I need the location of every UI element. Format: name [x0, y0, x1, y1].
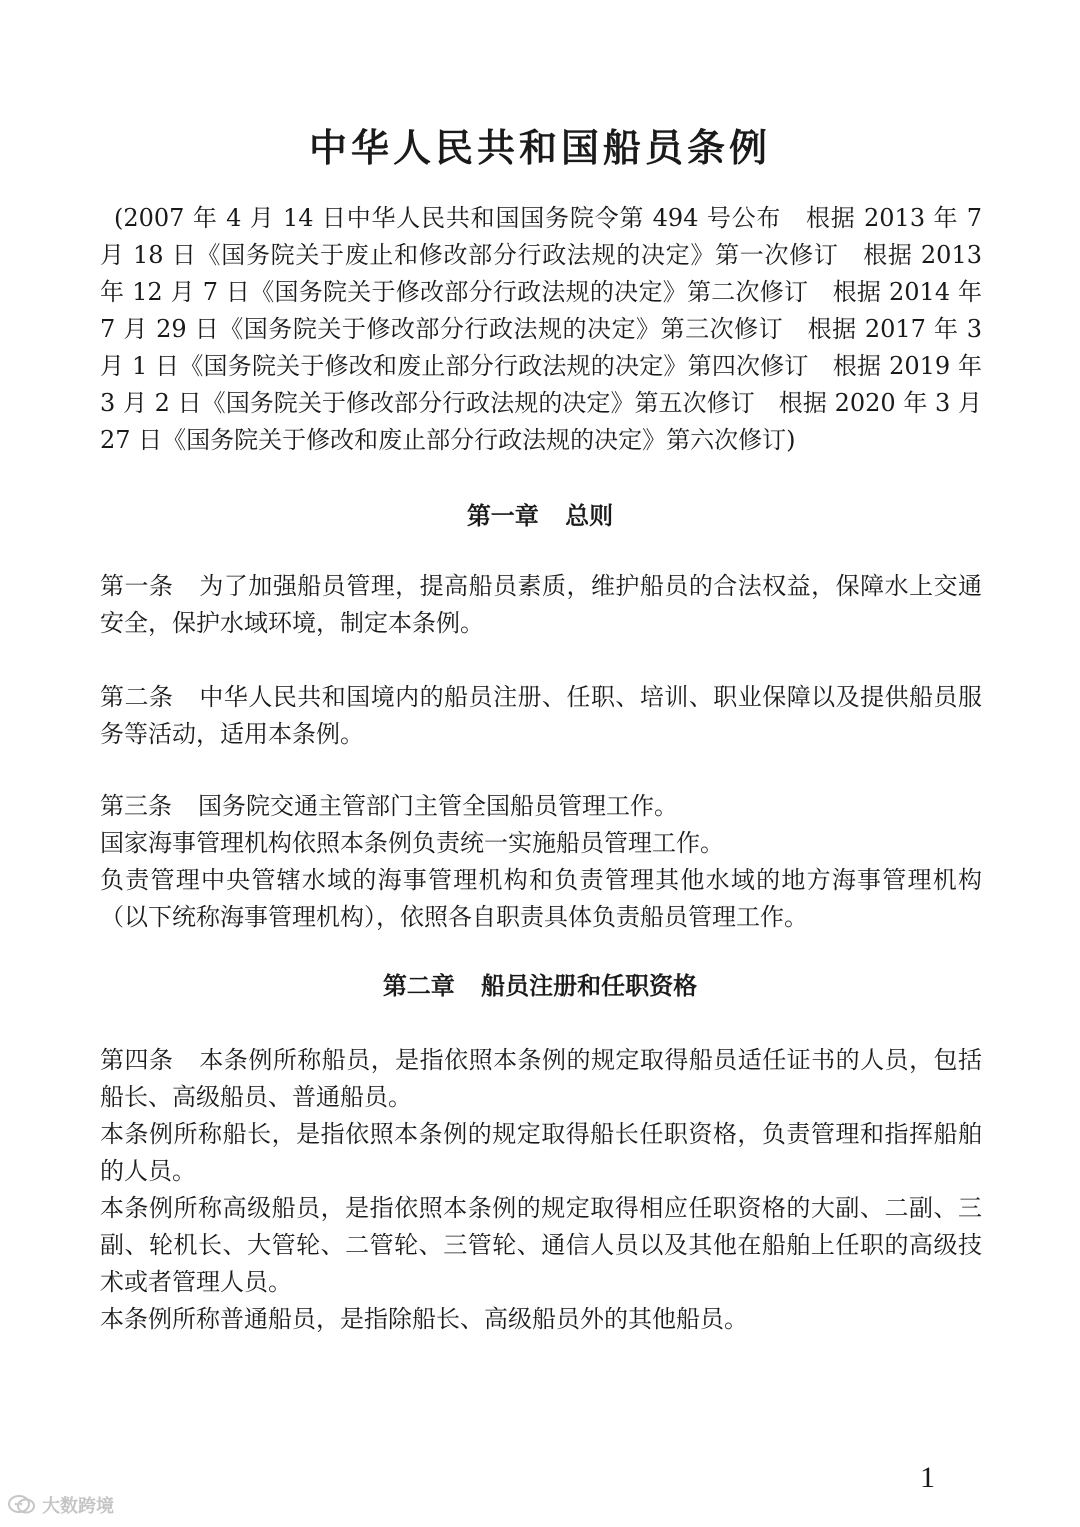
article-text: 国务院交通主管部门主管全国船员管理工作。 — [198, 792, 678, 820]
article-paragraph — [100, 679, 982, 753]
article-paragraph: 本条例所称高级船员，是指依照本条例的规定取得相应任职资格的大副、二副、三副、轮机长、大管轮、二管轮、三管轮、通信人员以及其他在船舶上任职的高级技术或者管理人员。 — [100, 1194, 982, 1296]
article-text: 本条例所称船员，是指依照本条例的规定取得船员适任证书的人员，包括船长、高级船员、普通船员。 — [100, 1046, 983, 1111]
article-label: 第四条 — [100, 1046, 174, 1074]
article-paragraph: 本条例所称船长，是指依照本条例的规定取得船长任职资格，负责管理和指挥船舶的人员。 — [100, 1120, 982, 1185]
article-text: 为了加强船员管理，提高船员素质，维护船员的合法权益，保障水上交通安全，保护水域环境，制定本条例。 — [100, 572, 983, 637]
page-number: 1 — [920, 1461, 935, 1494]
article-paragraph — [100, 1042, 982, 1116]
article-label: 第二条 — [100, 683, 174, 711]
chapter-heading: 第一章 总则 — [466, 502, 614, 530]
article-text: 中华人民共和国境内的船员注册、任职、培训、职业保障以及提供船员服务等活动，适用本条例。 — [100, 683, 983, 748]
article — [100, 788, 982, 936]
watermark-text: 大数跨境 — [42, 1496, 114, 1517]
watermark — [8, 1492, 114, 1518]
article-paragraph: 国家海事管理机构依照本条例负责统一实施船员管理工作。 — [100, 829, 724, 857]
article-paragraph: 负责管理中央管辖水域的海事管理机构和负责管理其他水域的地方海事管理机构（以下统称海事管理机构），依照各自职责具体负责船员管理工作。 — [100, 866, 982, 931]
chapter-heading: 第二章 船员注册和任职资格 — [382, 972, 698, 1000]
article-label: 第三条 — [100, 792, 172, 820]
chat-bubble-icon — [8, 1494, 36, 1516]
article-paragraph: 本条例所称普通船员，是指除船长、高级船员外的其他船员。 — [100, 1305, 748, 1333]
article-paragraph — [100, 568, 982, 642]
article-paragraph — [100, 788, 982, 825]
page-title: 中华人民共和国船员条例 — [308, 126, 771, 170]
article — [100, 1042, 982, 1338]
article — [100, 568, 982, 642]
article — [100, 679, 982, 753]
article-label: 第一条 — [100, 572, 174, 600]
preamble: (2007 年 4 月 14 日中华人民共和国国务院令第 494 号公布 根据 2013 年 7 月 18 日《国务院关于废止和修改部分行政法规的决定》第一次修订 根据 2013 年 12 月 7 日《国务院关于修改部分行政法规的决定》第二次修订 根据 2014 年 7 月 29 日《国务院关于修改部分行政法规的决定》第三次修订 根据 2017 年 3 月 1 日《国务院关于修改和废止部分行政法规的决定》第四次修订 根据 2019 年 3 月 2 日《国务院关于修改部分行政法规的决定》第五次修订 根据 2020 年 3 月 27 日《国务院关于修改和废止部分行政法规的决定》第六次修订) — [100, 204, 982, 454]
